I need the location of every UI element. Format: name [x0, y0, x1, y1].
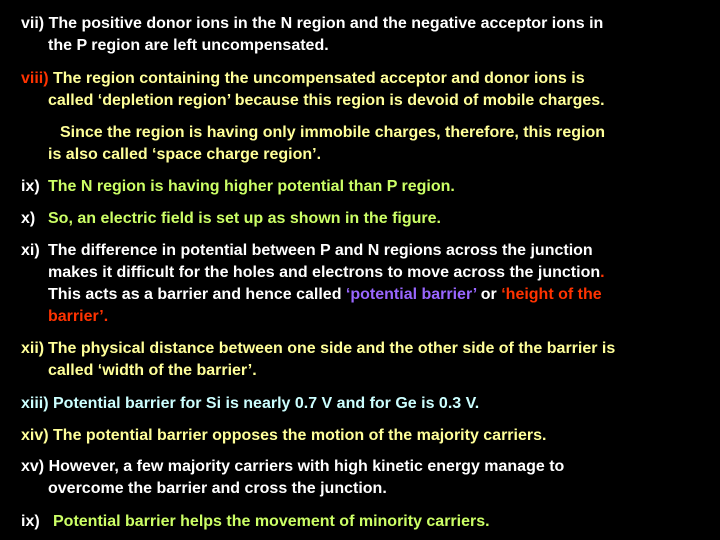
item-viii-continuation	[21, 122, 701, 166]
item-ix	[21, 176, 701, 198]
item-xi	[21, 240, 701, 328]
item-vii	[21, 13, 701, 57]
item-viii	[21, 68, 701, 112]
item-xv-line1: xv) However, a few majority carriers with high kinetic energy manage to	[21, 458, 565, 475]
item-xi-height-of-the: ‘height of the	[501, 286, 602, 303]
item-xv-line2: overcome the barrier and cross the junction.	[48, 480, 387, 497]
item-xi-text2: makes it difficult for the holes and electrons to move across the junction	[48, 264, 601, 281]
item-xi-text3c: or	[476, 286, 502, 303]
item-xi-potential-barrier: ‘potential barrier’	[345, 286, 477, 303]
item-ix-line1	[21, 176, 701, 198]
item-ix-last	[21, 511, 701, 533]
item-viii-line1	[21, 68, 701, 90]
item-xii	[21, 338, 701, 382]
item-x	[21, 208, 701, 230]
item-xv	[21, 456, 701, 500]
item-ix-last-text: Potential barrier helps the movement of minority carriers.	[53, 513, 490, 530]
item-xii-line1	[21, 338, 701, 360]
item-viii-cont-line1: Since the region is having only immobile charges, therefore, this region	[60, 124, 606, 141]
item-xi-line4: barrier’.	[48, 308, 109, 325]
item-xii-text1: The physical distance between one side and the other side of the barrier is	[48, 340, 616, 357]
item-xi-text1: The difference in potential between P and N regions across the junction	[48, 242, 593, 259]
item-ix-last-marker: ix)	[21, 513, 40, 530]
item-x-text: So, an electric field is set up as shown in the figure.	[48, 210, 441, 227]
item-xii-line2: called ‘width of the barrier’.	[48, 362, 257, 379]
item-x-marker: x)	[21, 210, 36, 227]
item-xi-line1	[21, 240, 701, 262]
item-viii-marker: viii)	[21, 70, 49, 87]
item-x-line1	[21, 208, 701, 230]
item-xi-line2	[21, 262, 701, 284]
item-vii-line1: vii) The positive donor ions in the N region and the negative acceptor ions in	[21, 15, 604, 32]
item-xi-marker: xi)	[21, 242, 40, 259]
item-ix-text: The N region is having higher potential than P region.	[48, 178, 455, 195]
item-viii-text1: The region containing the uncompensated acceptor and donor ions is	[48, 70, 585, 87]
item-viii-cont-line2: is also called ‘space charge region’.	[48, 146, 322, 163]
item-xii-marker: xii)	[21, 340, 45, 357]
item-viii-line2: called ‘depletion region’ because this region is devoid of mobile charges.	[48, 92, 605, 109]
item-xiv	[21, 425, 701, 447]
item-xiii	[21, 393, 701, 415]
item-ix-last-line1	[21, 511, 701, 533]
item-xiii-line1: xiii) Potential barrier for Si is nearly 0.7 V and for Ge is 0.3 V.	[21, 395, 480, 412]
item-xi-text3a: This acts as a barrier and hence called	[48, 286, 346, 303]
item-ix-marker: ix)	[21, 178, 40, 195]
item-xi-line3	[21, 284, 701, 306]
item-xiv-line1: xiv) The potential barrier opposes the motion of the majority carriers.	[21, 427, 547, 444]
item-vii-line2: the P region are left uncompensated.	[48, 37, 329, 54]
item-xi-period: .	[600, 264, 605, 281]
